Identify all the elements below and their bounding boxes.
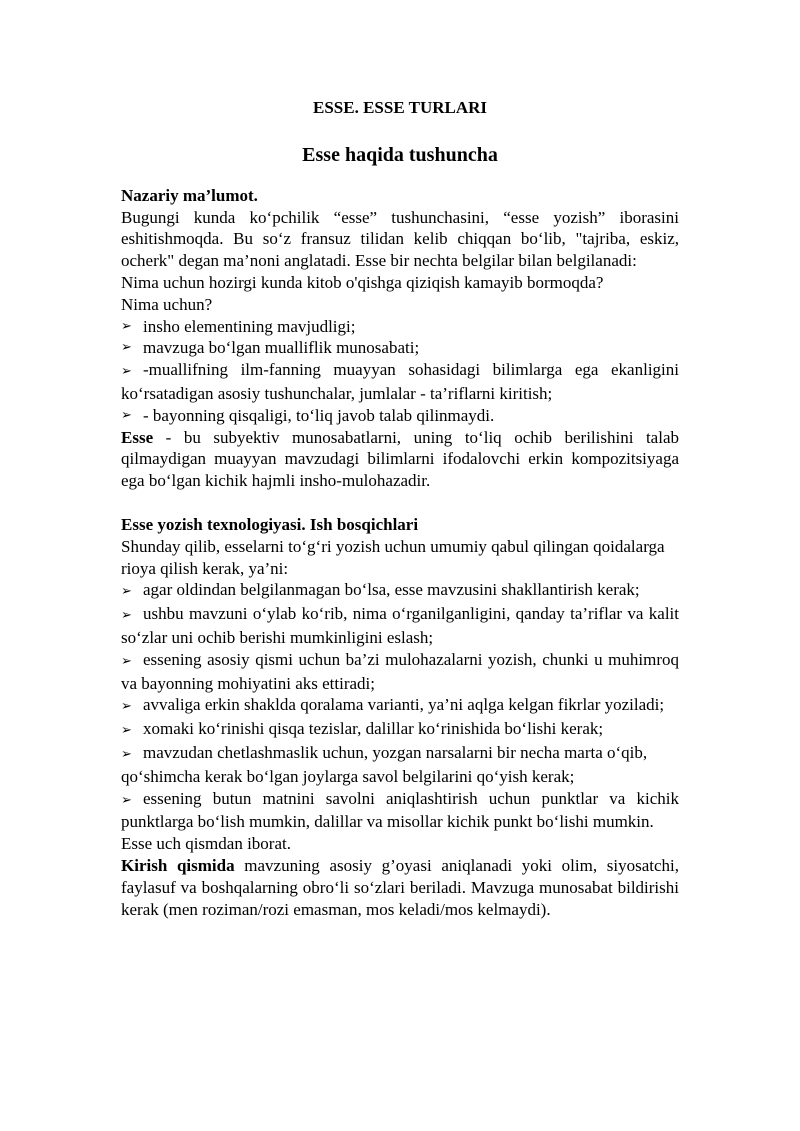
- paragraph-question-short: Nima uchun?: [121, 294, 213, 314]
- list-item: ➢ -muallifning ilm-fanning muayyan sohasidagi bilimlarga ega ekanligini ko‘rsatadigan asosiy tushunchalar, jumlalar - ta’riflarni kiritish;: [121, 360, 679, 403]
- paragraph-parts: Esse uch qismdan iborat.: [121, 834, 291, 854]
- arrow-bullet-icon: ➢: [121, 723, 132, 739]
- list-item: ➢ ushbu mavzuni o‘ylab ko‘rib, nima o‘rganilganligini, qanday ta’riflar va kalit so‘zlar uni ochib berishi mumkinligini eslash;: [121, 604, 679, 647]
- section-heading-theory: Nazariy ma’lumot.: [121, 185, 258, 205]
- definition-term: Esse: [121, 427, 154, 447]
- arrow-bullet-icon: ➢: [121, 407, 132, 423]
- arrow-bullet-icon: ➢: [121, 653, 132, 669]
- paragraph-definition: Esse - bu subyektiv munosabatlarni, uning to‘liq ochib berilishini talab qilmaydigan muayyan mavzudagi bilimlarni ifodalovchi erkin kompozitsiyaga ega bo‘lgan kichik hajmli insho-mulohazadir.: [121, 427, 679, 491]
- paragraph-introduction-part: Kirish qismida mavzuning asosiy g’oyasi aniqlanadi yoki olim, siyosatchi, faylasuf va boshqalarning obro‘li so‘zlari beriladi. Mavzuga munosabat bildirishi kerak (men roziman/rozi emasman, mos keladi/mos kelmaydi).: [121, 855, 680, 919]
- paragraph-rules-intro: Shunday qilib, esselarni to‘g‘ri yozish uchun umumiy qabul qilingan qoidalarga rioya qilish kerak, ya’ni:: [121, 536, 665, 578]
- section-heading-technology: Esse yozish texnologiyasi. Ish bosqichlari: [121, 514, 419, 534]
- arrow-bullet-icon: ➢: [121, 364, 132, 380]
- list-item: ➢ essening asosiy qismi uchun ba’zi mulohazalarni yozish, chunki u muhimroq va bayonning mohiyatini aks ettiradi;: [121, 649, 679, 693]
- arrow-bullet-icon: ➢: [121, 340, 132, 356]
- arrow-bullet-icon: ➢: [121, 584, 132, 600]
- list-item: ➢ essening butun matnini savolni aniqlashtirish uchun punktlar va kichik punktlarga bo‘lish mumkin, dalillar va misollar kichik punkt bo‘lishi mumkin.: [121, 788, 679, 832]
- arrow-bullet-icon: ➢: [121, 318, 132, 334]
- paragraph-intro: Bugungi kunda ko‘pchilik “esse” tushunchasini, “esse yozish” iborasini eshitishmoqda. Bu so‘z fransuz tilidan kelib chiqqan bo‘lib, "tajriba, eskiz, ocherk" degan ma’noni anglatadi. Esse bir nechta belgilar bilan belgilanadi:: [121, 207, 679, 271]
- list-item: ➢ - bayonning qisqaligi, to‘liq javob talab qilinmaydi.: [121, 405, 495, 425]
- document-title: ESSE. ESSE TURLARI: [312, 98, 488, 117]
- arrow-bullet-icon: ➢: [121, 792, 132, 808]
- arrow-bullet-icon: ➢: [121, 746, 132, 762]
- introduction-term: Kirish qismida: [121, 855, 235, 875]
- document-page: [121, 97, 679, 920]
- list-item: ➢ mavzuga bo‘lgan mualliflik munosabati;: [121, 338, 420, 358]
- paragraph-question: Nima uchun hozirgi kunda kitob o'qishga qiziqish kamayib bormoqda?: [121, 272, 604, 292]
- list-item: ➢ xomaki ko‘rinishi qisqa tezislar, dalillar ko‘rinishida bo‘lishi kerak;: [121, 718, 679, 742]
- paragraph-continuation: qo‘shimcha kerak bo‘lgan joylarga savol belgilarini qo‘yish kerak;: [121, 766, 575, 786]
- arrow-bullet-icon: ➢: [121, 699, 132, 715]
- list-item: ➢ insho elementining mavjudligi;: [121, 316, 356, 336]
- document-subtitle: Esse haqida tushuncha: [302, 143, 498, 166]
- list-item: ➢ agar oldindan belgilanmagan bo‘lsa, esse mavzusini shakllantirish kerak;: [121, 579, 679, 603]
- arrow-bullet-icon: ➢: [121, 608, 132, 624]
- list-item: ➢ avvaliga erkin shaklda qoralama varianti, ya’ni aqlga kelgan fikrlar yoziladi;: [121, 694, 679, 718]
- list-item: ➢ mavzudan chetlashmaslik uchun, yozgan narsalarni bir necha marta o‘qib,: [121, 742, 679, 766]
